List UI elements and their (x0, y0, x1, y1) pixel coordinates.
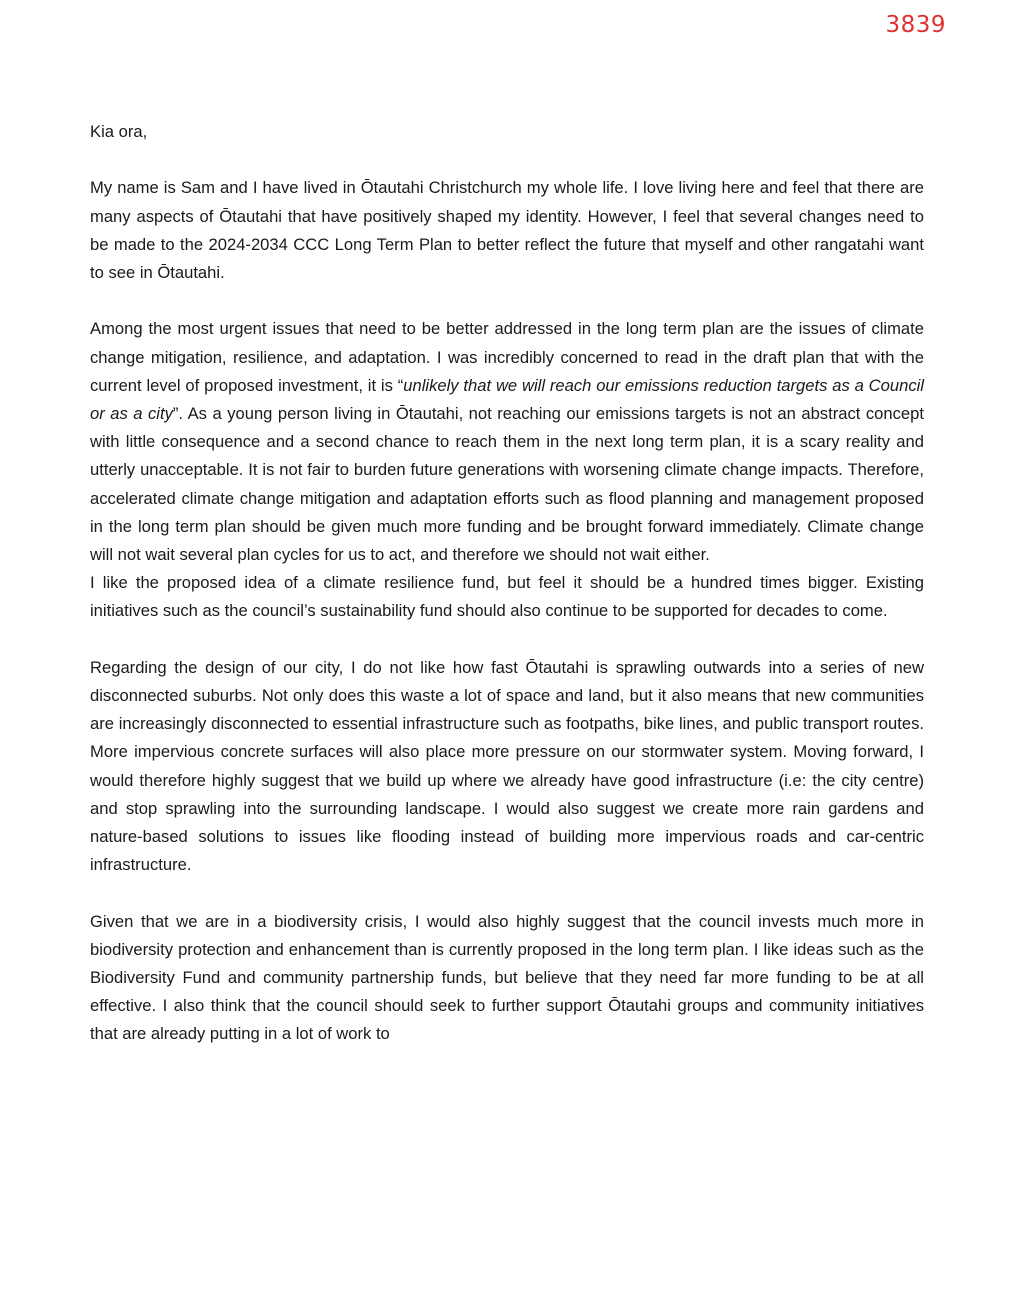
paragraph-biodiversity: Given that we are in a biodiversity crisis, I would also highly suggest that the council invests much more in biodiversity protection and enhancement than is currently proposed in the long term plan. I like ideas such as the Biodiversity Fund and community partnership funds, but believe that they need far more funding to be at all effective. I also think that the council should seek to further support Ōtautahi groups and community initiatives that are already putting in a lot of work to (90, 911, 924, 1044)
paragraph-introduction: My name is Sam and I have lived in Ōtautahi Christchurch my whole life. I love living here and feel that there are many aspects of Ōtautahi that have positively shaped my identity. However, I feel that several changes need to be made to the 2024-2034 CCC Long Term Plan to better reflect the future that myself and other rangatahi want to see in Ōtautahi. (90, 178, 924, 282)
paragraph-climate-change (90, 315, 924, 569)
climate-text-after-quote: ”. As a young person living in Ōtautahi, not reaching our emissions targets is not an abstract concept with little consequence and a second chance to reach them in the next long term plan, it is a scary reality and utterly unacceptable. It is not fair to burden future generations with worsening climate change impacts. Therefore, accelerated climate change mitigation and adaptation efforts such as flood planning and management proposed in the long term plan should be given much more funding and be brought forward immediately. Climate change will not wait several plan cycles for us to act, and therefore we should not wait either. (90, 404, 924, 565)
greeting: Kia ora, (90, 122, 148, 141)
letter-body (90, 118, 924, 1049)
draft-plan-quote: unlikely that we will reach our emissions reduction targets as a Council or as a city (90, 375, 924, 423)
paragraph-resilience-fund: I like the proposed idea of a climate resilience fund, but feel it should be a hundred times bigger. Existing initiatives such as the council’s sustainability fund should also continue to be supported for decades to come. (90, 573, 924, 621)
page-number: 3839 (885, 12, 946, 38)
paragraph-city-design: Regarding the design of our city, I do not like how fast Ōtautahi is sprawling outwards into a series of new disconnected suburbs. Not only does this waste a lot of space and land, but it also means that new communities are increasingly disconnected to essential infrastructure such as footpaths, bike lines, and public transport routes. More impervious concrete surfaces will also place more pressure on our stormwater system. Moving forward, I would therefore highly suggest that we build up where we already have good infrastructure (i.e: the city centre) and stop sprawling into the surrounding landscape. I would also suggest we create more rain gardens and nature-based solutions to issues like flooding instead of building more impervious roads and car-centric infrastructure. (90, 657, 924, 875)
climate-text-before-quote: Among the most urgent issues that need to be better addressed in the long term plan are the issues of climate change mitigation, resilience, and adaptation. I was incredibly concerned to read in the draft plan that with the current level of proposed investment, it is “ (90, 319, 924, 395)
